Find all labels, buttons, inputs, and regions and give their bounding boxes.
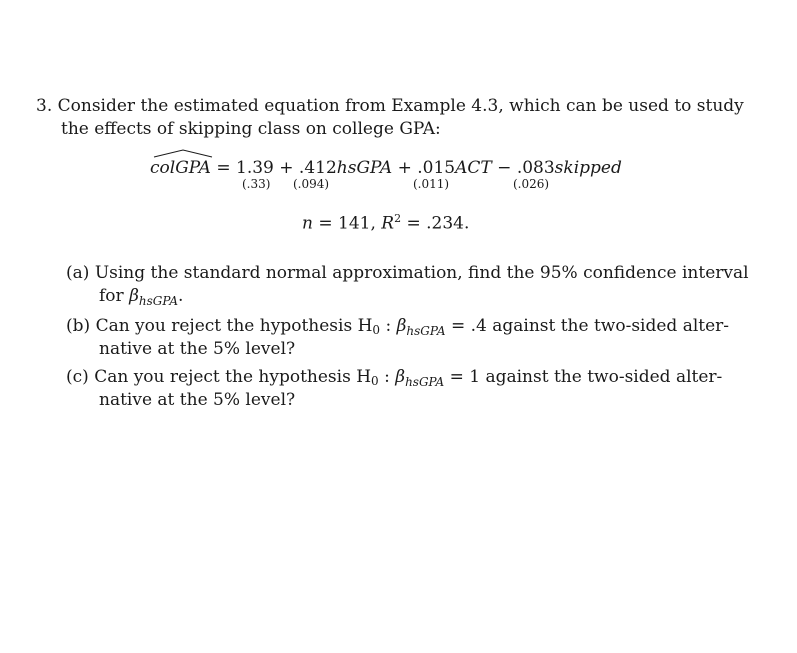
se-act: (.011) — [413, 177, 450, 191]
part-b-text-2: native at the 5% level? — [99, 339, 296, 359]
se-intercept: (.33) — [242, 177, 271, 191]
part-a-text-2-prefix: for — [99, 286, 124, 306]
part-b-beta-subscript: hsGPA — [406, 324, 446, 338]
part-c-h-subscript: 0 — [371, 374, 379, 388]
eq-coef-skipped: .083 — [516, 158, 555, 178]
part-c-text-2: native at the 5% level? — [99, 390, 296, 410]
sample-stats — [302, 208, 469, 235]
part-c-colon: : — [384, 367, 390, 387]
stats-n-value: = 141, — [318, 213, 376, 234]
problem-intro-line-1 — [36, 95, 744, 117]
part-c-text-prefix: Can you reject the hypothesis H — [94, 367, 372, 387]
se-hsgpa: (.094) — [293, 177, 330, 191]
problem-number: 3. — [36, 96, 53, 116]
problem-intro-line-2 — [61, 118, 441, 140]
stats-r: R — [381, 213, 395, 234]
part-a-period: . — [178, 286, 184, 306]
eq-minus: − — [497, 158, 512, 178]
part-c-beta: β — [395, 367, 406, 387]
se-skipped: (.026) — [513, 177, 550, 191]
eq-var-act: ACT — [455, 158, 492, 178]
part-c-beta-subscript: hsGPA — [405, 375, 445, 389]
eq-equals: = — [216, 158, 231, 178]
part-a-text-1: Using the standard normal approximation, find the 95% confidence interval — [94, 263, 749, 283]
part-b-beta: β — [396, 316, 407, 336]
part-a-beta: β — [129, 286, 139, 306]
part-a-beta-subscript: hsGPA — [138, 294, 179, 308]
part-c-label: (c) — [66, 367, 89, 387]
eq-coef-act: .015 — [417, 158, 456, 178]
eq-lhs: colGPA — [150, 158, 211, 178]
eq-intercept: 1.39 — [236, 158, 274, 178]
part-c-line-2 — [99, 389, 295, 411]
part-c-text-suffix: = 1 against the two-sided alter- — [449, 367, 723, 387]
stats-r2-value: = .234. — [406, 213, 470, 234]
part-b-text-prefix: Can you reject the hypothesis H — [95, 316, 373, 336]
part-b-colon: : — [385, 316, 392, 336]
stats-r-superscript: 2 — [394, 212, 402, 225]
eq-plus-2: + — [397, 158, 412, 178]
part-b-label: (b) — [66, 316, 91, 336]
eq-var-skipped: skipped — [554, 158, 622, 178]
stats-n: n — [302, 213, 313, 234]
eq-coef-hsgpa: .412 — [298, 158, 337, 178]
part-b-h-subscript: 0 — [372, 323, 381, 337]
eq-var-hsgpa: hsGPA — [336, 158, 393, 178]
problem-intro-text-1: Consider the estimated equation from Example 4.3, which can be used to study — [57, 96, 744, 116]
problem-intro-text-2: the effects of skipping class on college GPA: — [61, 119, 441, 139]
regression-equation — [150, 157, 622, 179]
part-a-line-1 — [66, 262, 749, 284]
part-a-label: (a) — [66, 263, 90, 283]
part-b-text-suffix: = .4 against the two-sided alter- — [450, 316, 730, 336]
eq-plus-1: + — [279, 158, 294, 178]
part-b-line-2 — [99, 338, 295, 360]
part-a-line-2 — [99, 285, 183, 312]
